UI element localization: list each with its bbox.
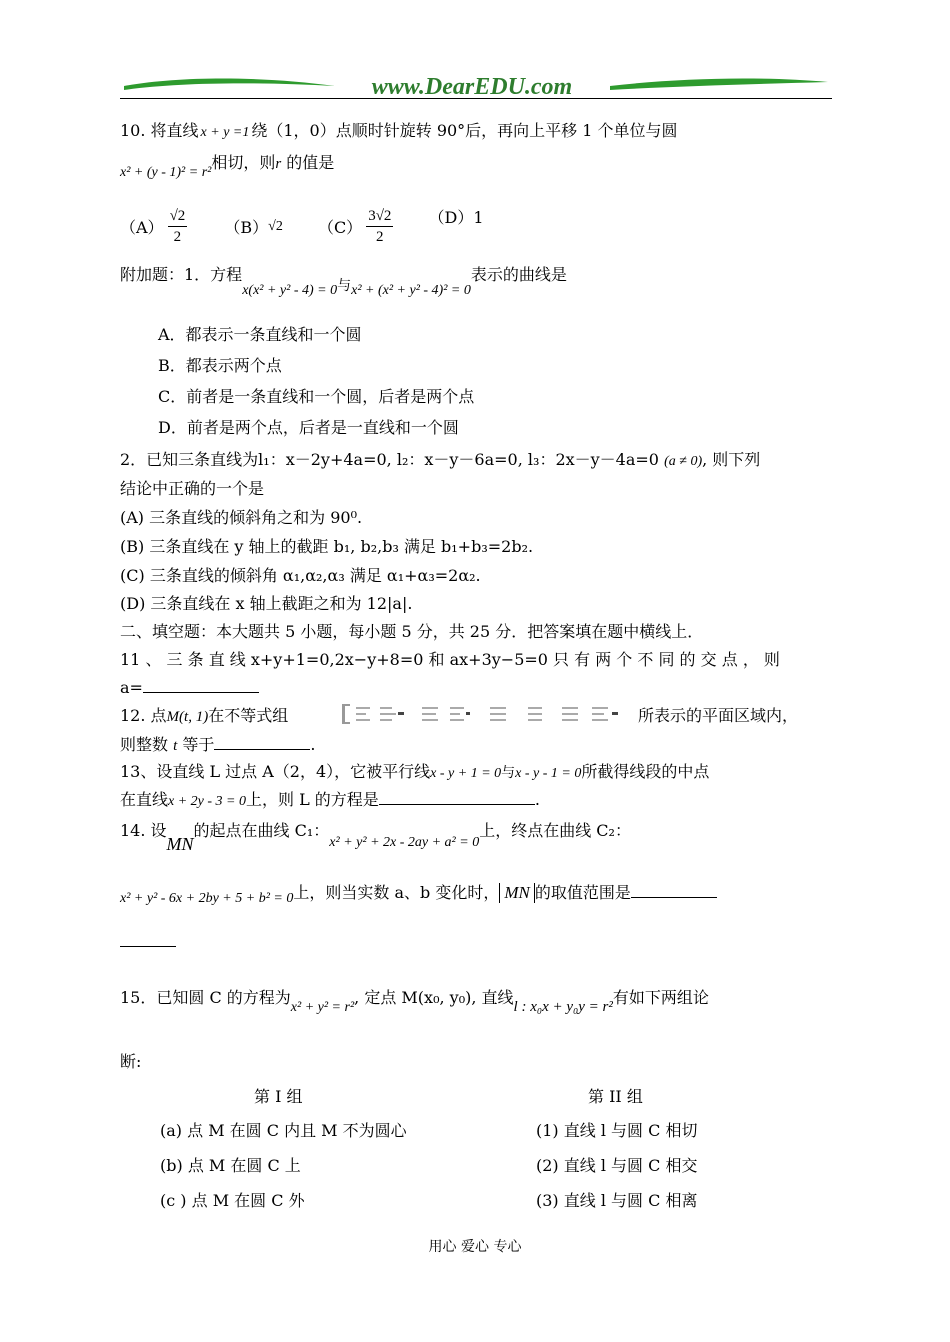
q15-line-eq: l : x₀x + y₀y = r² (513, 999, 613, 1015)
q15-group2-title: 第 II 组 (588, 1087, 643, 1106)
q12-answer-blank[interactable] (214, 733, 310, 750)
q13-line2: 在直线x + 2y - 3 = 0上，则 L 的方程是 . (120, 790, 540, 809)
q10-line1: 10. 将直线 x + y =1 绕（1，0）点顺时针旋转 90°后，再向上平移 1 个单位与圆 (120, 121, 678, 140)
q15-group1-item-a: (a) 点 M 在圆 C 内且 M 不为圆心 (160, 1121, 407, 1140)
right-swoosh (610, 79, 828, 90)
q15-group1-item-c: (c ) 点 M 在圆 C 外 (160, 1191, 305, 1210)
q11-answer-blank[interactable] (143, 676, 259, 693)
left-swoosh (124, 79, 335, 91)
q15-line2: 断: (120, 1052, 142, 1071)
q15-group2-item-2: (2) 直线 l 与圆 C 相交 (536, 1156, 698, 1175)
q14-curve-c2: x² + y² - 6x + 2by + 5 + b² = 0 (120, 891, 294, 906)
q11-line1: 11 、 三 条 直 线 x+y+1=0,2x−y+8=0 和 ax+3y−5=0 只 有 两 个 不 同 的 交 点 ， 则 (120, 650, 780, 669)
header-rule (120, 98, 832, 99)
extra-option-d: D．前者是两个点，后者是一直线和一个圆 (158, 418, 459, 437)
q13-line1: 13、设直线 L 过点 A（2，4），它被平行线x - y + 1 = 0与x - y - 1 = 0所截得线段的中点 (120, 762, 710, 781)
q2-option-c: (C) 三条直线的倾斜角 α₁,α₂,α₃ 满足 α₁+α₃=2α₂. (120, 566, 481, 585)
extra-eq1: x(x² + y² - 4) = 0 (242, 283, 338, 298)
extra-eq2: x² + (x² + y² - 4)² = 0 (351, 283, 471, 298)
q13-answer-blank[interactable] (379, 788, 535, 805)
q14-answer-blank[interactable] (631, 881, 717, 898)
logo-text: www.DearEDU.com (371, 74, 573, 100)
q15-group2-item-1: (1) 直线 l 与圆 C 相切 (536, 1121, 698, 1140)
q14-line1: 14. 设MN的起点在曲线 C₁：x² + y² + 2x - 2ay + a² = 0上，终点在曲线 C₂： (120, 821, 631, 854)
q12-line1: 12. 点M(t, 1)在不等式组 (120, 706, 289, 725)
q10-circle-expr: x² + (y - 1)² = r² (120, 165, 212, 180)
q12-line1-tail: 所表示的平面区域内， (638, 706, 799, 725)
extra-option-b: B．都表示两个点 (158, 356, 282, 375)
extra-q1-stem: 附加题：1．方程x(x² + y² - 4) = 0与x² + (x² + y² - 4)² = 0表示的曲线是 (120, 265, 567, 298)
q2-option-d: (D) 三条直线在 x 轴上截距之和为 12|a|. (120, 594, 413, 613)
q14-curve-c1: x² + y² + 2x - 2ay + a² = 0 (329, 835, 480, 850)
section2-heading: 二、填空题：本大题共 5 小题，每小题 5 分，共 25 分．把答案填在题中横线上． (120, 622, 704, 641)
q10-line2: x² + (y - 1)² = r²相切，则r 的值是 (120, 153, 335, 180)
header-logo-banner (120, 68, 832, 102)
q14-answer-blank-cont[interactable] (120, 946, 176, 947)
q10-option-a: （A） $\frac{√2}{2}$ (120, 208, 186, 245)
extra-option-c: C．前者是一条直线和一个圆，后者是两个点 (158, 387, 475, 406)
q15-group1-title: 第 I 组 (254, 1087, 303, 1106)
q15-group2-item-3: (3) 直线 l 与圆 C 相离 (536, 1191, 698, 1210)
q2-option-b: (B) 三条直线在 y 轴上的截距 b₁, b₂,b₃ 满足 b₁+b₃=2b₂. (120, 537, 534, 556)
q15-circle-eq: x² + y² = r² (290, 1000, 355, 1015)
q10-option-c-fraction: $\frac{3√2}{2}$ (368, 208, 392, 245)
q10-option-b: （B） √2 (224, 218, 283, 237)
q12-line2: 则整数 t 等于 . (120, 735, 316, 754)
q2-line1: 2．已知三条直线为l₁：x－2y+4a=0, l₂：x－y－6a=0, l₃：2x－y－4a=0 (a ≠ 0), 则下列 (120, 450, 761, 469)
q11-line2: a= (120, 676, 259, 697)
q10-line-expr: x + y =1 (200, 125, 250, 140)
q15-line1: 15．已知圆 C 的方程为x² + y² = r², 定点 M(x₀, y₀), 直线l : x₀x + y₀y = r²有如下两组论 (120, 988, 709, 1015)
q14-abs-mn: MN (499, 883, 535, 903)
q10-option-d: （D）1 (428, 208, 484, 227)
q14-vector-mn: MN (166, 834, 194, 854)
q12-inequality-system-image (340, 702, 630, 726)
extra-option-a: A．都表示一条直线和一个圆 (158, 325, 362, 344)
q10-option-c: （C） $\frac{3√2}{2}$ (317, 208, 392, 245)
q2-line2: 结论中正确的一个是 (120, 479, 265, 498)
q15-group1-item-b: (b) 点 M 在圆 C 上 (160, 1156, 301, 1175)
q10-option-a-fraction: $\frac{√2}{2}$ (169, 208, 186, 245)
page-footer: 用心 爱心 专心 (428, 1239, 522, 1255)
q12-point: M(t, 1) (166, 709, 209, 725)
q2-option-a: (A) 三条直线的倾斜角之和为 90⁰. (120, 508, 363, 527)
q14-line2: x² + y² - 6x + 2by + 5 + b² = 0上，则当实数 a、b 变化时， MN 的取值范围是 (120, 880, 717, 903)
q10-options (120, 206, 484, 247)
